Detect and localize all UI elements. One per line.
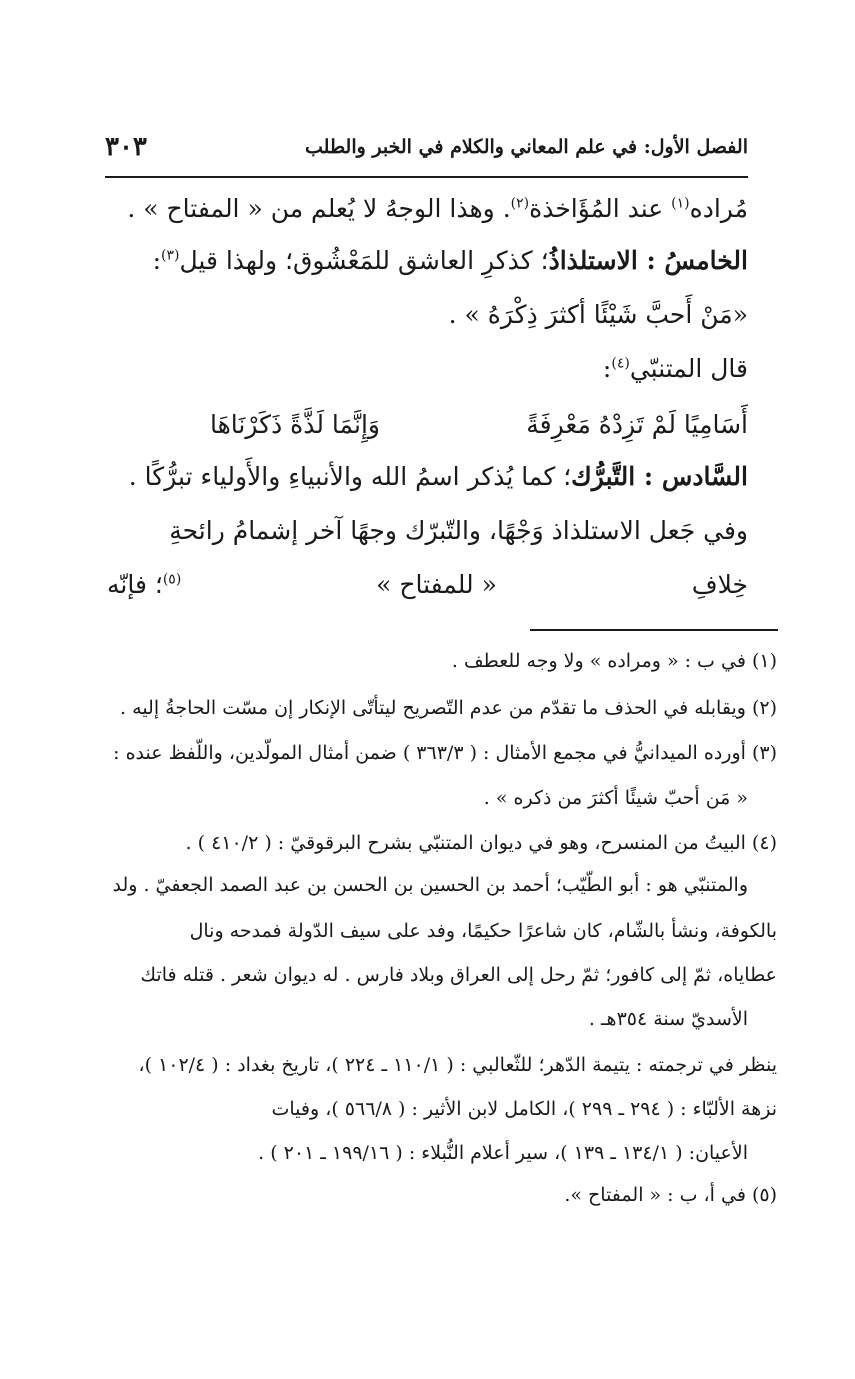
footnote-4: (٤) البيتُ من المنسرح، وهو في ديوان المتنبّي بشرح البرقوقيّ : ( ٤١٠/٢ ) .	[185, 832, 777, 854]
footnote-4-line-5: الأسديّ سنة ٣٥٤هـ .	[588, 1008, 748, 1030]
verse-second-hemistich: وَإِنَّمَا لَذَّةً ذَكَرْنَاهَا	[210, 410, 380, 439]
footnote-5: (٥) في أ، ب : « المفتاح ».	[564, 1184, 777, 1206]
term-tabarruk: السَّادس : التَّبرُّك	[571, 462, 748, 491]
footnote-ref-4: (٤)	[611, 355, 630, 372]
footnote-ref-3: (٣)	[161, 247, 180, 264]
footnote-3: (٣) أورده الميدانيُّ في مجمع الأمثال : ( ٣٦٣/٣ ) ضمن أمثال المولّدين، واللّفظ عنده :	[113, 742, 777, 764]
body-line-1: مُراده$^{(١)}$ عند المُؤَاخذة$^{(٢)}$. وهذا الوجهُ لا يُعلم من « المفتاح » .	[127, 194, 748, 223]
footnote-ref-5: (٥)	[162, 571, 182, 588]
running-header	[105, 132, 748, 174]
term-istiladh: الاستلذاذُ	[548, 246, 638, 275]
footnote-4-line-3: بالكوفة، ونشأ بالشّام، كان شاعرًا حكيمًا، وفد على سيف الدّولة فمدحه ونال	[189, 920, 777, 942]
footnote-ref-2: (٢)	[510, 195, 530, 212]
footnote-1: (١) في ب : « ومراده » ولا وجه للعطف .	[451, 650, 777, 672]
footnote-4-line-8: الأعيان: ( ١٣٤/١ ـ ١٣٩ )، سير أعلام النُّبلاء : ( ١٩٩/١٦ ـ ٢٠١ ) .	[258, 1142, 748, 1164]
body-line-8: خِلافِ « للمفتاح » $^{(٥)}$؛ فإنّه	[107, 570, 748, 599]
footnote-ref-1: (١)	[671, 195, 690, 212]
body-line-6: السَّادس : التَّبرُّك؛ كما يُذكر اسمُ الله والأنبياءِ والأَولياء تبرُّكًا .	[128, 462, 748, 491]
body-line-2: الخامسُ : الاستلذاذُ؛ كذكرِ العاشق للمَعْشُوق؛ ولهذا قيل$^{(٣)}$:	[152, 246, 748, 275]
footnote-3-cont: « مَن أحبّ شيئًا أكثرَ من ذكره » .	[483, 787, 748, 809]
body-line-7: وفي جَعل الاستلذاذ وَجْهًا، والتّبرّك وجهًا آخر إشمامُ رائحةِ	[169, 516, 748, 545]
header-rule	[105, 176, 748, 178]
chapter-title: الفصل الأول: في علم المعاني والكلام في الخبر والطلب	[305, 136, 748, 158]
verse-first-hemistich: أَسَامِيًا لَمْ تَزِدْهُ مَعْرِفَةً	[526, 410, 748, 439]
footnote-2: (٢) ويقابله في الحذف ما تقدّم من عدم التّصريح ليتأتّى الإنكار إن مسّت الحاجةُ إليه .	[120, 697, 777, 719]
body-line-4: قال المتنبّي$^{(٤)}$:	[602, 354, 748, 383]
footnote-4-line-7: نزهة الألبّاء : ( ٢٩٤ ـ ٢٩٩ )، الكامل لابن الأثير : ( ٥٦٦/٨ )، وفيات	[271, 1098, 777, 1120]
body-line-3: «مَنْ أَحبَّ شَيْئًا أكثرَ ذِكْرَهُ » .	[448, 300, 748, 329]
footnote-separator	[530, 629, 778, 631]
footnote-4-line-4: عطاياه، ثمّ إلى كافور؛ ثمّ رحل إلى العراق وبلاد فارس . له ديوان شعر . قتله فاتك	[140, 964, 777, 986]
footnote-4-line-2: والمتنبّي هو : أبو الطّيّب؛ أحمد بن الحسين بن الحسن بن عبد الصمد الجعفيّ . ولد	[112, 874, 748, 896]
footnote-4-line-6: ينظر في ترجمته : يتيمة الدّهر؛ للثّعالبي : ( ١١٠/١ ـ ٢٢٤ )، تاريخ بغداد : ( ١٠٢/٤ )،	[138, 1054, 777, 1076]
page-number: ٣٠٣	[105, 132, 147, 162]
